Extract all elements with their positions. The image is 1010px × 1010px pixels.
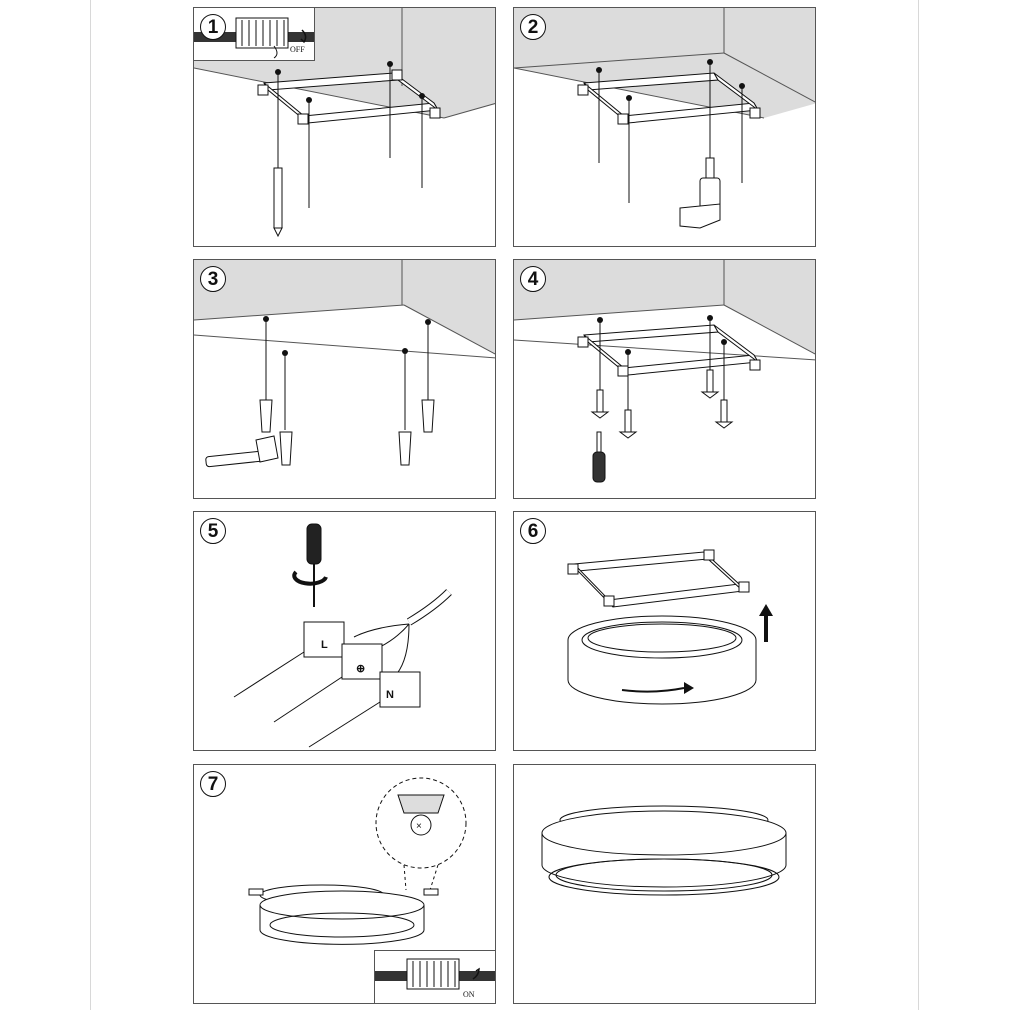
final-result-panel <box>513 764 816 1004</box>
step-6-illustration <box>514 512 816 751</box>
step-1-number: 1 <box>200 14 226 40</box>
power-switch-inset <box>374 950 495 1003</box>
step-5-illustration <box>194 512 496 751</box>
left-margin-line <box>90 0 91 1010</box>
ceiling-light-fixture <box>260 885 424 944</box>
mounting-bracket <box>568 550 749 607</box>
step-2-panel <box>513 7 816 247</box>
wall-plug <box>260 400 434 465</box>
up-arrow-icon <box>759 604 773 642</box>
step-5-number: 5 <box>200 518 226 544</box>
final-result-illustration <box>514 765 816 1004</box>
step-2-number: 2 <box>520 14 546 40</box>
step-5-panel <box>193 511 496 751</box>
step-1-panel <box>193 7 496 247</box>
svg-text:×: × <box>416 821 422 832</box>
step-7-panel <box>193 764 496 1004</box>
switch-off-label: OFF <box>290 45 305 54</box>
ceiling-light-fixture <box>542 806 786 895</box>
terminal-label-n: N <box>386 689 394 701</box>
step-4-illustration <box>514 260 816 499</box>
screw <box>592 370 732 438</box>
right-margin-line <box>918 0 919 1010</box>
rotate-arrow-icon <box>294 572 326 584</box>
screwdriver-icon <box>593 432 605 482</box>
step-7-number: 7 <box>200 771 226 797</box>
drill-icon <box>680 158 720 228</box>
screwdriver-icon <box>307 524 321 607</box>
step-4-panel <box>513 259 816 499</box>
step-2-illustration <box>514 8 816 247</box>
pencil-icon <box>274 168 282 236</box>
switch-on-label: ON <box>463 990 475 999</box>
step-6-number: 6 <box>520 518 546 544</box>
hammer-icon <box>206 436 278 467</box>
step-3-panel <box>193 259 496 499</box>
terminal-label-earth: ⊕ <box>356 663 366 675</box>
magnifier-detail <box>376 778 466 890</box>
step-3-illustration <box>194 260 496 499</box>
step-3-number: 3 <box>200 266 226 292</box>
step-6-panel <box>513 511 816 751</box>
terminal-label-l: L <box>321 639 328 651</box>
step-4-number: 4 <box>520 266 546 292</box>
